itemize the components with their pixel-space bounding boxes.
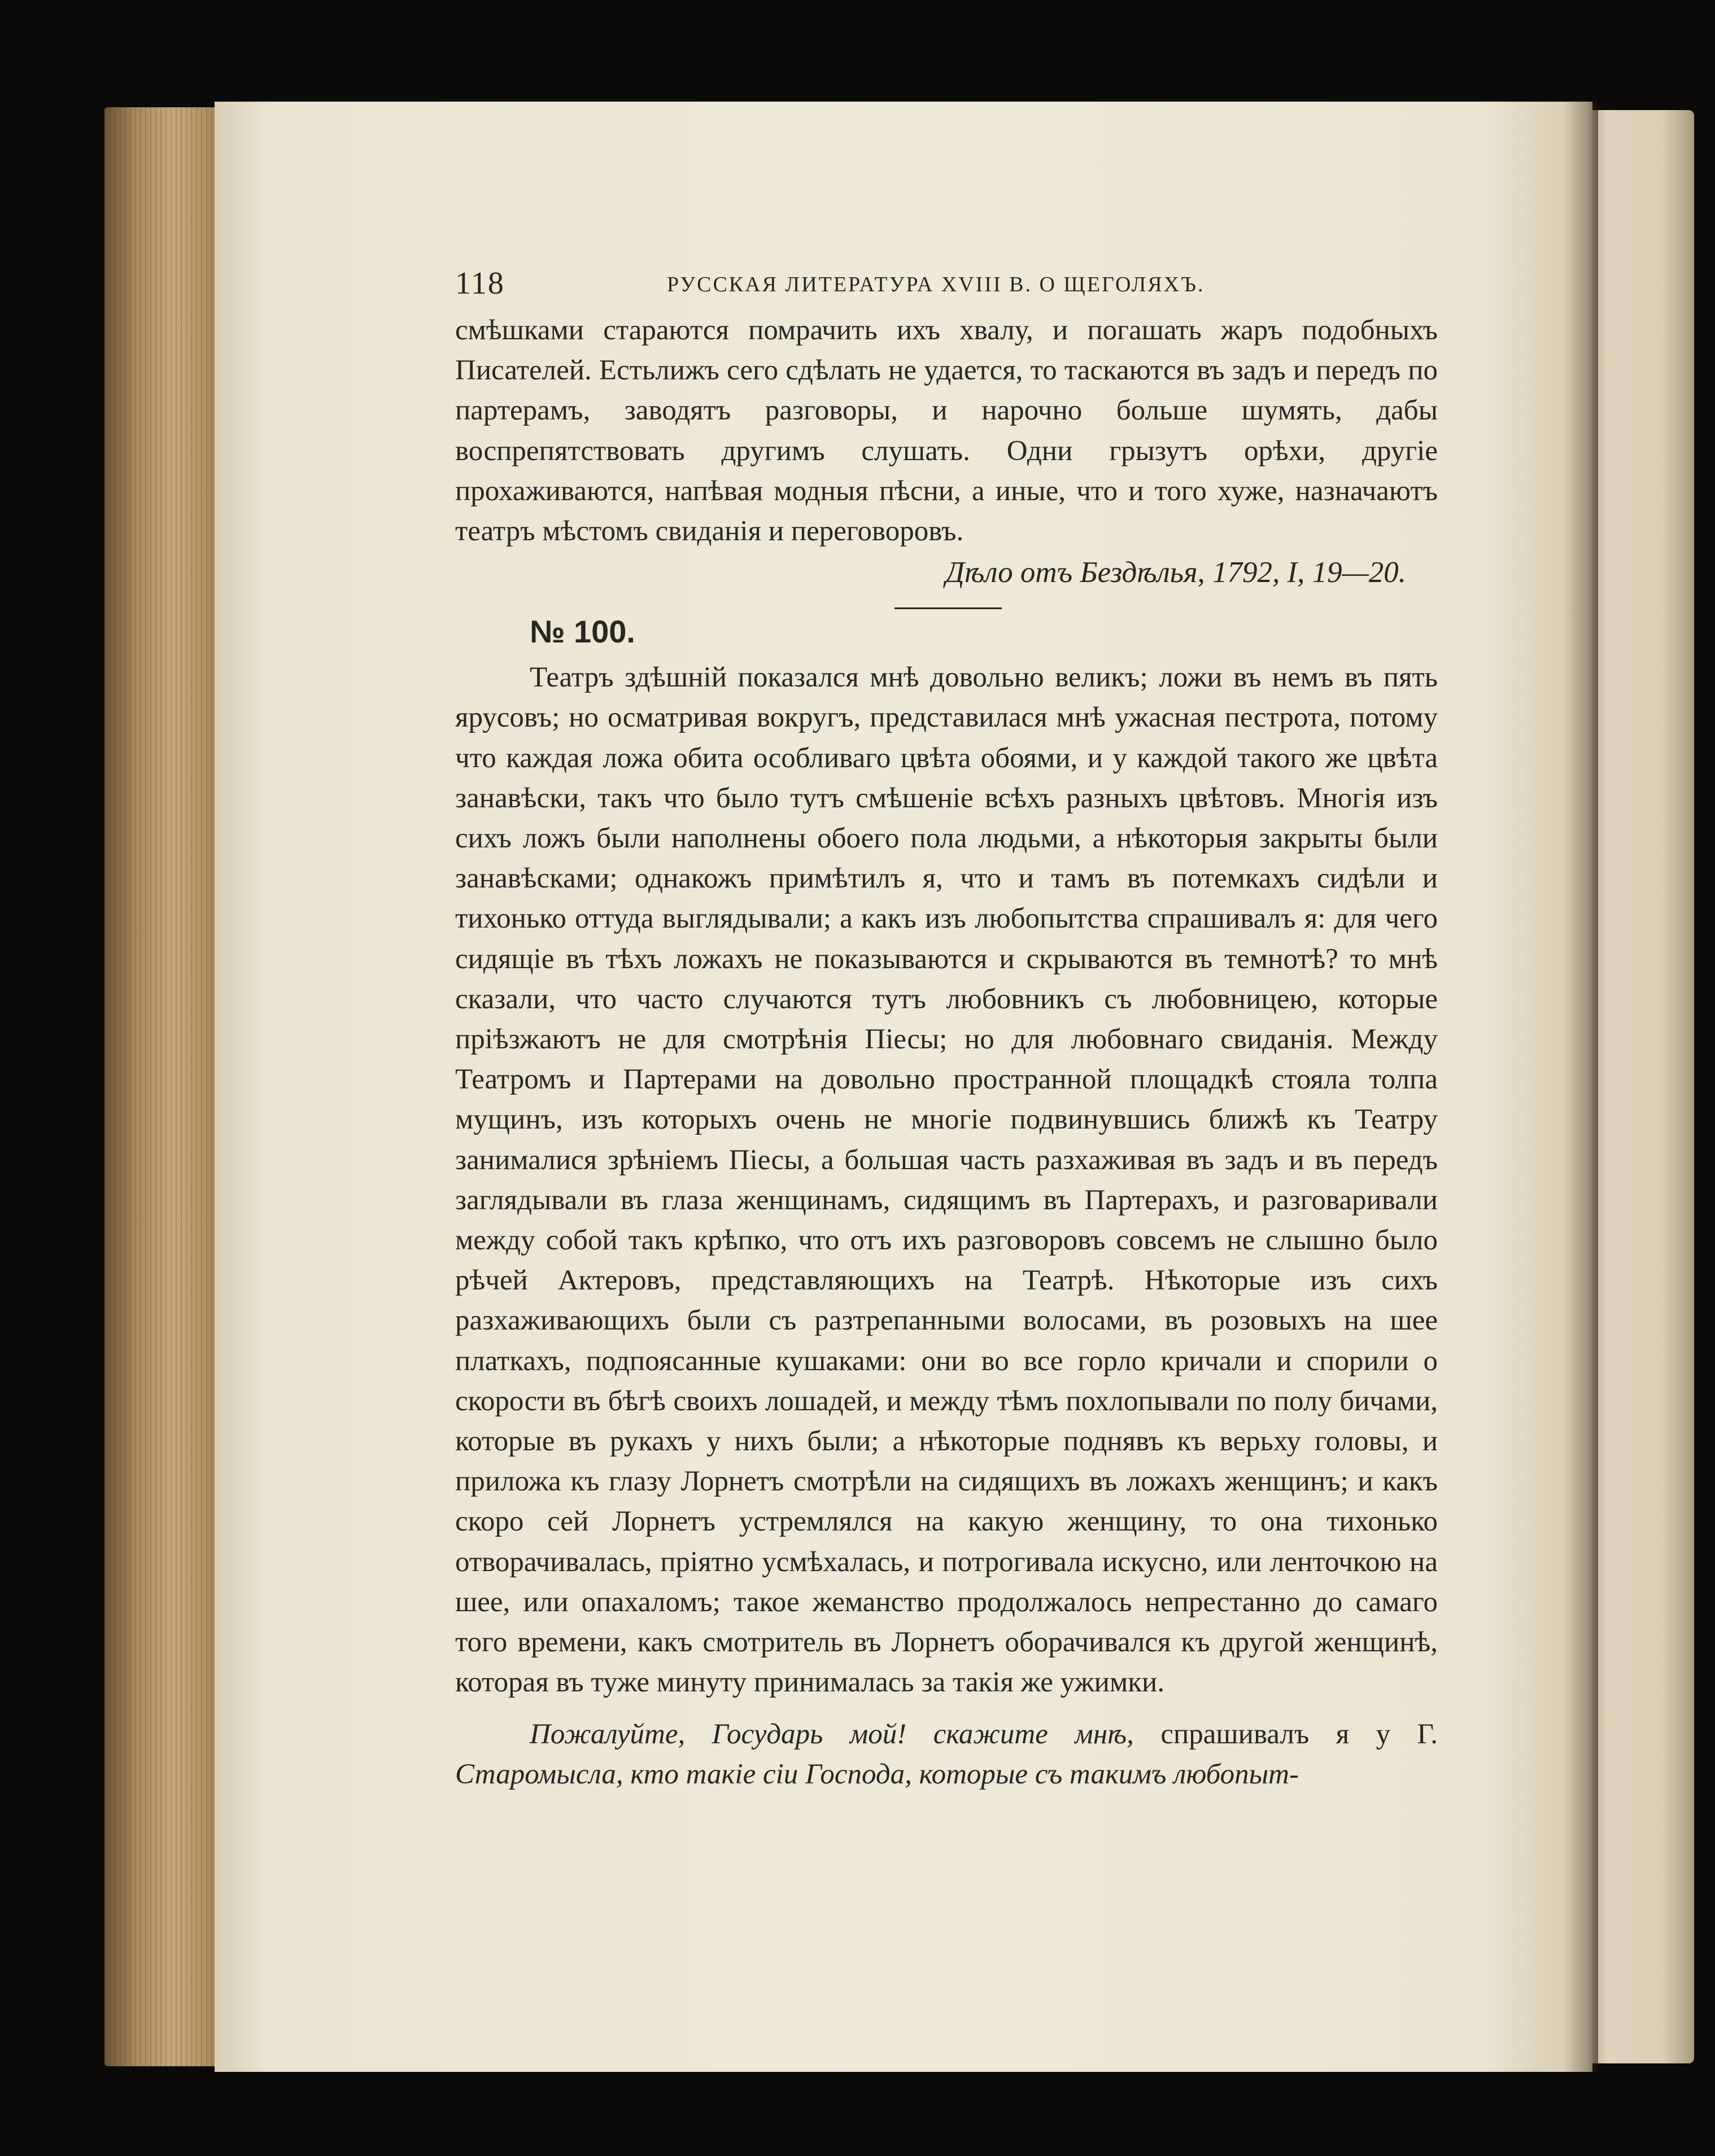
gutter-shadow [1564,102,1598,2072]
main-paragraph: Театръ здѣшній показался мнѣ довольно великъ; ложи въ немъ въ пять ярусовъ; но осматривая вокругъ, представилася мнѣ ужасная пестрота, потому что каждая ложа обита особливаго цвѣта обоями, и у каждой такого же цвѣта занавѣски, такъ что было тутъ смѣшеніе всѣхъ разныхъ цвѣтовъ. Многія изъ сихъ ложъ были наполнены обоего пола людьми, а нѣкоторыя закрыты были занавѣсками; однакожъ примѣтилъ я, что и тамъ въ потемкахъ сидѣли и тихонько оттуда выглядывали; а какъ изъ любопытства спрашивалъ я: для чего сидящіе въ тѣхъ ложахъ не показываются и скрываются въ темнотѣ? то мнѣ сказали, что часто случаются тутъ любовникъ съ любовницею, которые пріѣзжаютъ не для смотрѣнія Піесы; но для любовнаго свиданія. Между Театромъ и Партерами на довольно пространной площадкѣ стояла толпа мущинъ, изъ которыхъ очень не многіе подвинувшись ближѣ къ Театру занималися зрѣніемъ Піесы, а большая часть разхаживая въ задъ и въ передъ заглядывали въ глаза женщинамъ, сидящимъ въ Партерахъ, и разговаривали между собой такъ крѣпко, что отъ ихъ разговоровъ совсемъ не слышно было рѣчей Актеровъ, представляющихъ на Театрѣ. Нѣкоторые изъ сихъ разхаживающихъ были съ разтрепанными волосами, въ розовыхъ на шее платкахъ, подпоясанные кушаками: они во все горло кричали и спорили о скорости въ бѣгѣ своихъ лошадей, и между тѣмъ похлопывали по полу бичами, которые въ рукахъ у нихъ были; а нѣкоторые поднявъ къ верьху головы, и приложа къ глазу Лорнетъ смотрѣли на сидящихъ въ ложахъ женщинъ; и какъ скоро сей Лорнетъ устремлялся на какую женщину, то она тихонько отворачивалась, пріятно усмѣхалась, и потрогивала искусно, или ленточкою на шее, или опахаломъ; такое жеманство продолжалось непрестанно до самаго того времени, какъ смотритель въ Лорнетъ оборачивался къ другой женщинѣ, которая въ туже минуту принималась за такія же ужимки. [455,662,1438,1699]
closing-italic-2: Старомысла, кто такіе сіи Господа, которые съ такимъ любопыт- [455,1758,1299,1790]
first-paragraph: смѣшками стараются помрачить ихъ хвалу, и погашать жаръ подобныхъ Писателей. Естьлижъ сего сдѣлать не удается, то таскаются въ задъ и передъ по партерамъ, заводятъ разговоры, и нарочно больше шумять, дабы воспрепятствовать другимъ слушать. Одни грызутъ орѣхи, другіе прохаживаются, напѣвая модныя пѣсни, а иные, что и того хуже, назначаютъ театръ мѣстомъ свиданія и переговоровъ. [455,314,1438,548]
closing-plain-1: спрашивалъ я у Г. [1133,1718,1438,1750]
source-attribution: Дѣло отъ Бездѣлья, 1792, I, 19—20. [945,556,1406,589]
page-text [455,265,1438,1795]
book-page-edges [104,107,226,2066]
next-page-edge [1587,110,1694,2063]
page-header [455,265,1438,311]
closing-italic-1: Пожалуйте, Государь мой! скажите мнѣ, [530,1718,1134,1750]
running-title: РУССКАЯ ЛИТЕРАТУРА XVIII В. О ЩЕГОЛЯХЪ. [667,273,1205,296]
page-number: 118 [455,266,505,301]
section-divider [894,607,1002,609]
entry-heading: № 100. [530,614,635,650]
closing-paragraph [455,1715,1438,1795]
